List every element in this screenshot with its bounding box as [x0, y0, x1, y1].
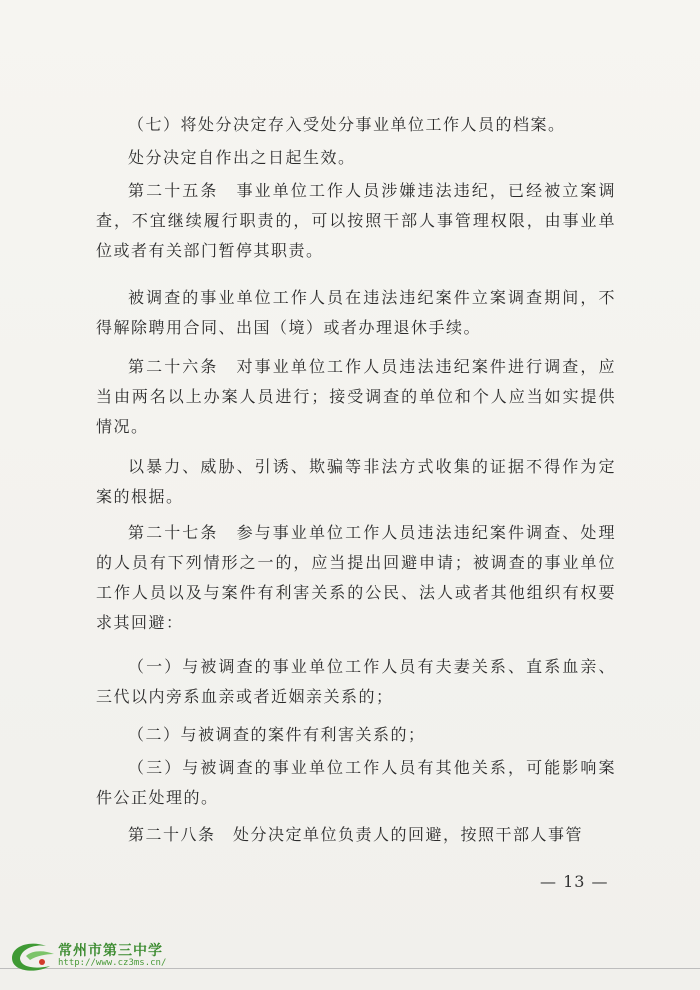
school-logo-icon: [6, 938, 58, 974]
article-26: 第二十六条 对事业单位工作人员违法违纪案件进行调查，应当由两名以上办案人员进行；接受调查的单位和个人应当如实提供情况。: [96, 357, 616, 436]
school-name: 常州市第三中学: [58, 943, 163, 959]
paragraph-4: 被调查的事业单位工作人员在违法违纪案件立案调查期间，不得解除聘用合同、出国（境）或者办理退休手续。: [96, 288, 616, 337]
article-25: 第二十五条 事业单位工作人员涉嫌违法违纪，已经被立案调查，不宜继续履行职责的，可以按照干部人事管理权限，由事业单位或者有关部门暂停其职责。: [96, 181, 616, 260]
article-28: 第二十八条 处分决定单位负责人的回避，按照干部人事管: [128, 825, 584, 844]
school-url[interactable]: http://www.cz3ms.cn/: [58, 958, 167, 968]
clause-2: （二）与被调查的案件有利害关系的；: [128, 725, 426, 744]
paragraph-2: 处分决定自作出之日起生效。: [128, 148, 356, 167]
footer-divider: [0, 968, 700, 969]
clause-3: （三）与被调查的事业单位工作人员有其他关系，可能影响案件公正处理的。: [96, 758, 616, 807]
article-27: 第二十七条 参与事业单位工作人员违法违纪案件调查、处理的人员有下列情形之一的，应当提出回避申请；被调查的事业单位工作人员以及与案件有利害关系的公民、法人或者其他组织有权要求其回避：: [96, 523, 616, 632]
paragraph-1: （七）将处分决定存入受处分事业单位工作人员的档案。: [128, 115, 566, 134]
page-number: — 13 —: [540, 872, 609, 891]
paragraph-6: 以暴力、威胁、引诱、欺骗等非法方式收集的证据不得作为定案的根据。: [96, 457, 616, 506]
clause-1: （一）与被调查的事业单位工作人员有夫妻关系、直系血亲、三代以内旁系血亲或者近姻亲关系的；: [96, 657, 616, 706]
